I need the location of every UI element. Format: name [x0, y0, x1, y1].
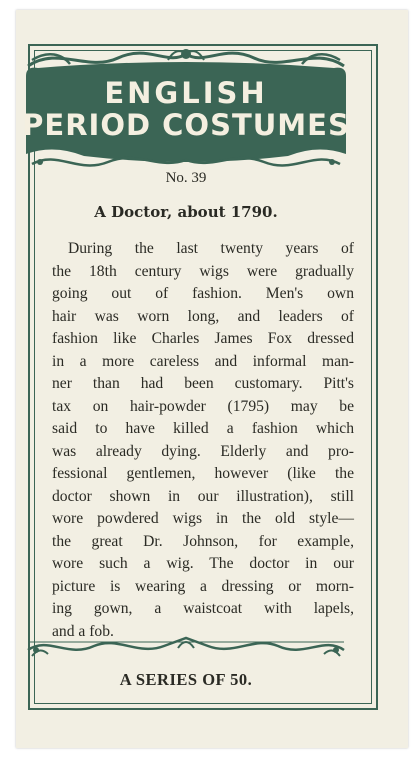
- description-line: in a more careless and informal man-: [52, 352, 354, 370]
- card-description: [52, 238, 354, 643]
- series-label: A SERIES OF 50.: [119, 670, 253, 689]
- description-line: During the last twenty years of: [68, 240, 354, 257]
- card-title-line2: PERIOD COSTUMES: [22, 108, 350, 142]
- description-line: the 18th century wigs were gradually: [52, 262, 354, 280]
- description-line: picture is wearing a dressing or morn-: [52, 577, 354, 595]
- description-line: doctor shown in our illustration), still: [52, 487, 354, 505]
- description-line: going out of fashion. Men's own: [52, 285, 354, 302]
- card-title-line1: ENGLISH: [104, 76, 268, 110]
- description-line: the great Dr. Johnson, for example,: [52, 532, 354, 550]
- description-line: was already dying. Elderly and pro-: [52, 442, 354, 460]
- description-line: fessional gentlemen, however (like the: [52, 465, 354, 482]
- card-number: No. 39: [165, 170, 207, 186]
- description-line: and a fob.: [52, 622, 114, 640]
- card-subject: A Doctor, about 1790.: [94, 203, 278, 221]
- description-line: tax on hair-powder (1795) may be: [52, 397, 354, 415]
- description-line: ing gown, a waistcoat with lapels,: [52, 600, 354, 617]
- description-line: wore powdered wigs in the old style—: [52, 510, 354, 527]
- description-line: said to have killed a fashion which: [52, 420, 354, 437]
- footer-ornament: [18, 628, 354, 664]
- description-line: fashion like Charles James Fox dressed: [52, 330, 354, 347]
- description-line: ner than had been customary. Pitt's: [52, 375, 354, 392]
- description-line: wore such a wig. The doctor in our: [52, 555, 354, 572]
- description-line: hair was worn long, and leaders of: [52, 307, 354, 325]
